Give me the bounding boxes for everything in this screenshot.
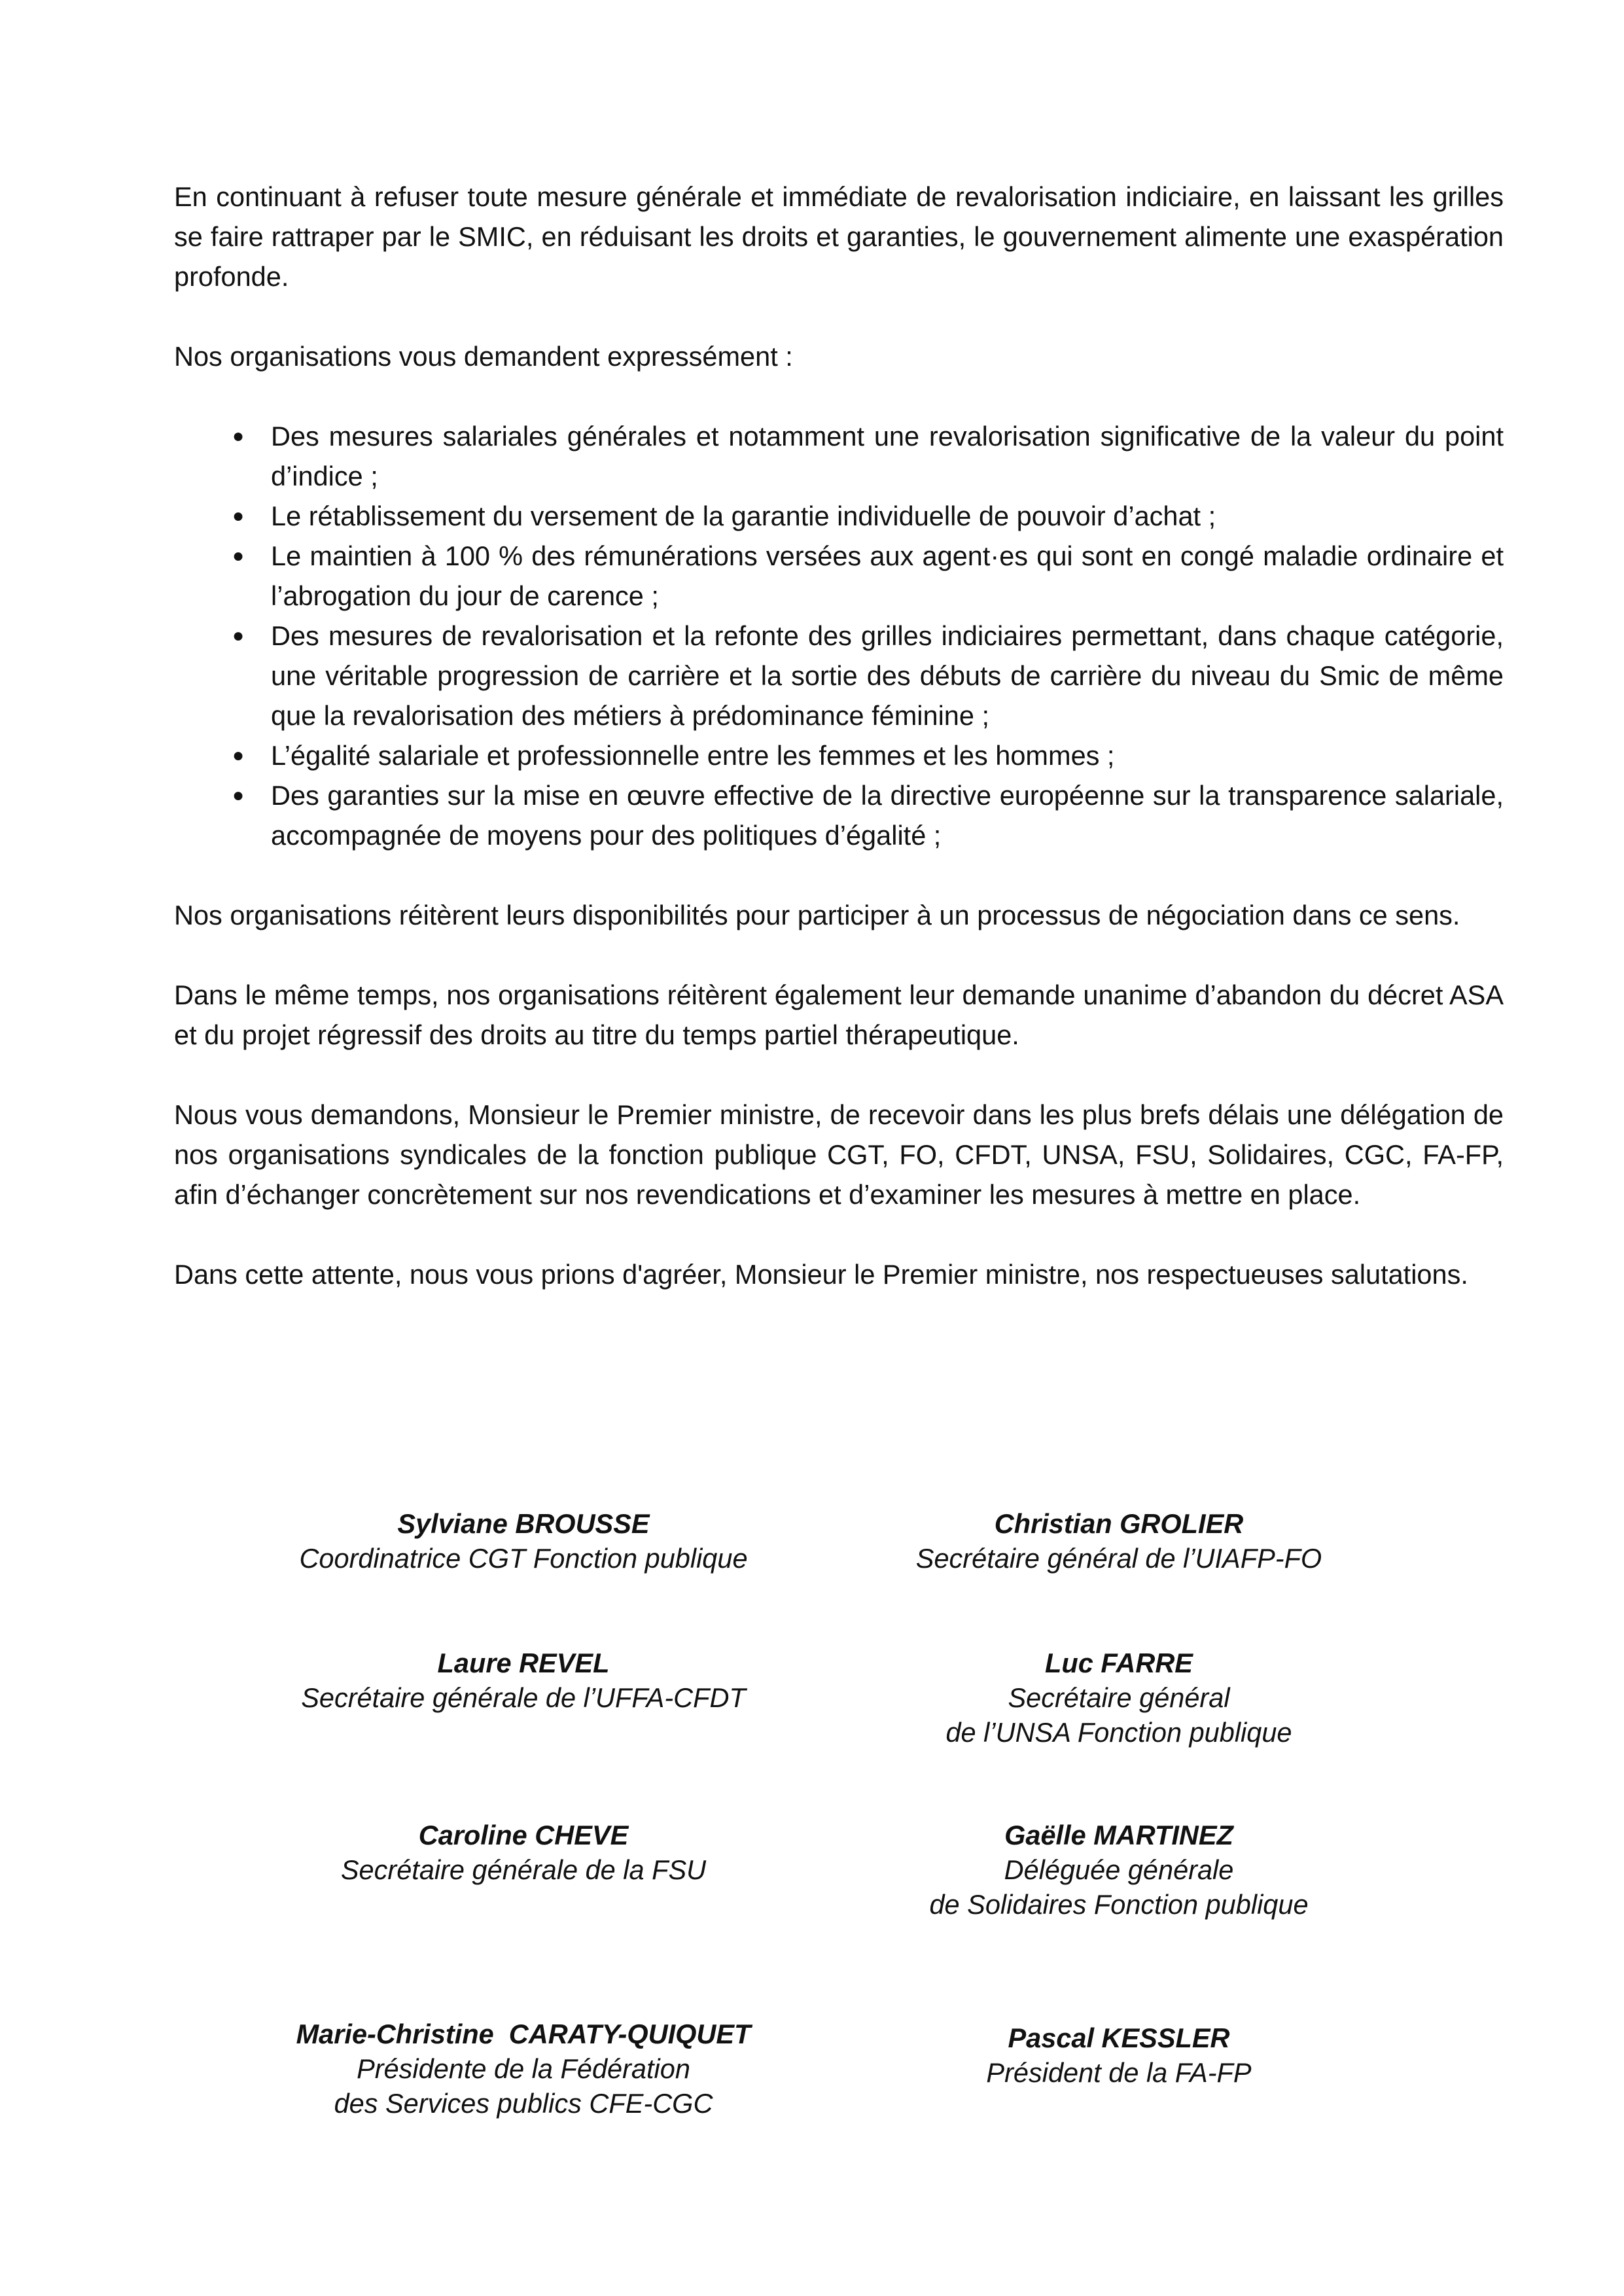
signatory-block xyxy=(196,1818,851,1887)
signatory-role: Secrétaire générale de la FSU xyxy=(340,1854,707,1885)
list-item: ● Le rétablissement du versement de la garantie individuelle de pouvoir d’achat ; xyxy=(174,496,1504,536)
signatory-role: Secrétaire général xyxy=(1008,1682,1230,1713)
bullet-icon: ● xyxy=(232,545,245,567)
bullet-icon: ● xyxy=(232,745,245,766)
signatory-block xyxy=(196,2017,851,2121)
bullet-icon: ● xyxy=(232,625,245,646)
closing-paragraph: Dans cette attente, nous vous prions d'agréer, Monsieur le Premier ministre, nos respectueuses salutations. xyxy=(174,1259,1468,1290)
signatory-role: Secrétaire générale de l’UFFA-CFDT xyxy=(301,1682,746,1713)
signatory-role: des Services publics CFE-CGC xyxy=(334,2088,713,2119)
list-item: ● Des garanties sur la mise en œuvre effective de la directive européenne sur la transparence salariale, accompagnée de moyens pour des politiques d’égalité ; xyxy=(174,775,1504,855)
bullet-icon: ● xyxy=(232,505,245,527)
bullet-icon: ● xyxy=(232,785,245,806)
signatory-name: Marie-Christine CARATY-QUIQUET xyxy=(296,2019,751,2049)
letter-body xyxy=(174,177,1504,1334)
bullet-icon: ● xyxy=(232,425,245,447)
signatory-block xyxy=(792,1506,1446,1576)
signatory-name: Gaëlle MARTINEZ xyxy=(1004,1820,1233,1850)
meeting-request-paragraph: Nous vous demandons, Monsieur le Premier ministre, de recevoir dans les plus brefs délais une délégation de nos organisations syndicales de la fonction publique CGT, FO, CFDT, UNSA, FSU, Solidaires, CGC, FA-FP, afin d’échanger concrètement sur nos revendications et d’examiner les mesures à mettre en place. xyxy=(174,1099,1504,1210)
negotiation-paragraph: Nos organisations réitèrent leurs disponibilités pour participer à un processus de négociation dans ce sens. xyxy=(174,900,1460,930)
signatory-block xyxy=(196,1506,851,1576)
demands-list xyxy=(174,416,1504,855)
signatory-role: Coordinatrice CGT Fonction publique xyxy=(299,1543,748,1574)
intro-paragraph: En continuant à refuser toute mesure générale et immédiate de revalorisation indiciaire, en laissant les grilles se faire rattraper par le SMIC, en réduisant les droits et garanties, le gouvernement alimente une exaspération profonde. xyxy=(174,181,1504,292)
signatory-role: Secrétaire général de l’UIAFP-FO xyxy=(915,1543,1322,1574)
list-item: ● Des mesures de revalorisation et la refonte des grilles indiciaires permettant, dans chaque catégorie, une véritable progression de carrière et la sortie des débuts de carrière du niveau du Smic de même que la revalorisation des métiers à prédominance féminine ; xyxy=(174,616,1504,735)
signatory-name: Christian GROLIER xyxy=(994,1508,1244,1539)
signatory-name: Laure REVEL xyxy=(437,1648,610,1678)
signatory-role: Déléguée générale xyxy=(1004,1854,1234,1885)
signatory-block xyxy=(792,1818,1446,1922)
signatory-role: de Solidaires Fonction publique xyxy=(929,1889,1309,1920)
list-item: ● Des mesures salariales générales et notamment une revalorisation significative de la valeur du point d’indice ; xyxy=(174,416,1504,496)
signatory-block xyxy=(792,1646,1446,1750)
asa-paragraph: Dans le même temps, nos organisations réitèrent également leur demande unanime d’abandon du décret ASA et du projet régressif des droits au titre du temps partiel thérapeutique. xyxy=(174,980,1504,1050)
list-item: ● L’égalité salariale et professionnelle entre les femmes et les hommes ; xyxy=(174,735,1504,775)
signatory-name: Caroline CHEVE xyxy=(418,1820,629,1850)
signatory-role: Présidente de la Fédération xyxy=(357,2053,690,2084)
signatory-block xyxy=(792,2021,1446,2090)
signatory-role: de l’UNSA Fonction publique xyxy=(945,1717,1292,1748)
signatory-name: Sylviane BROUSSE xyxy=(397,1508,650,1539)
signatory-role: Président de la FA-FP xyxy=(986,2057,1252,2088)
signatory-block xyxy=(196,1646,851,1715)
signatory-name: Pascal KESSLER xyxy=(1008,2022,1230,2053)
signatory-name: Luc FARRE xyxy=(1045,1648,1193,1678)
list-item: ● Le maintien à 100 % des rémunérations versées aux agent·es qui sont en congé maladie ordinaire et l’abrogation du jour de carence ; xyxy=(174,536,1504,616)
demands-intro: Nos organisations vous demandent expressément : xyxy=(174,341,793,372)
